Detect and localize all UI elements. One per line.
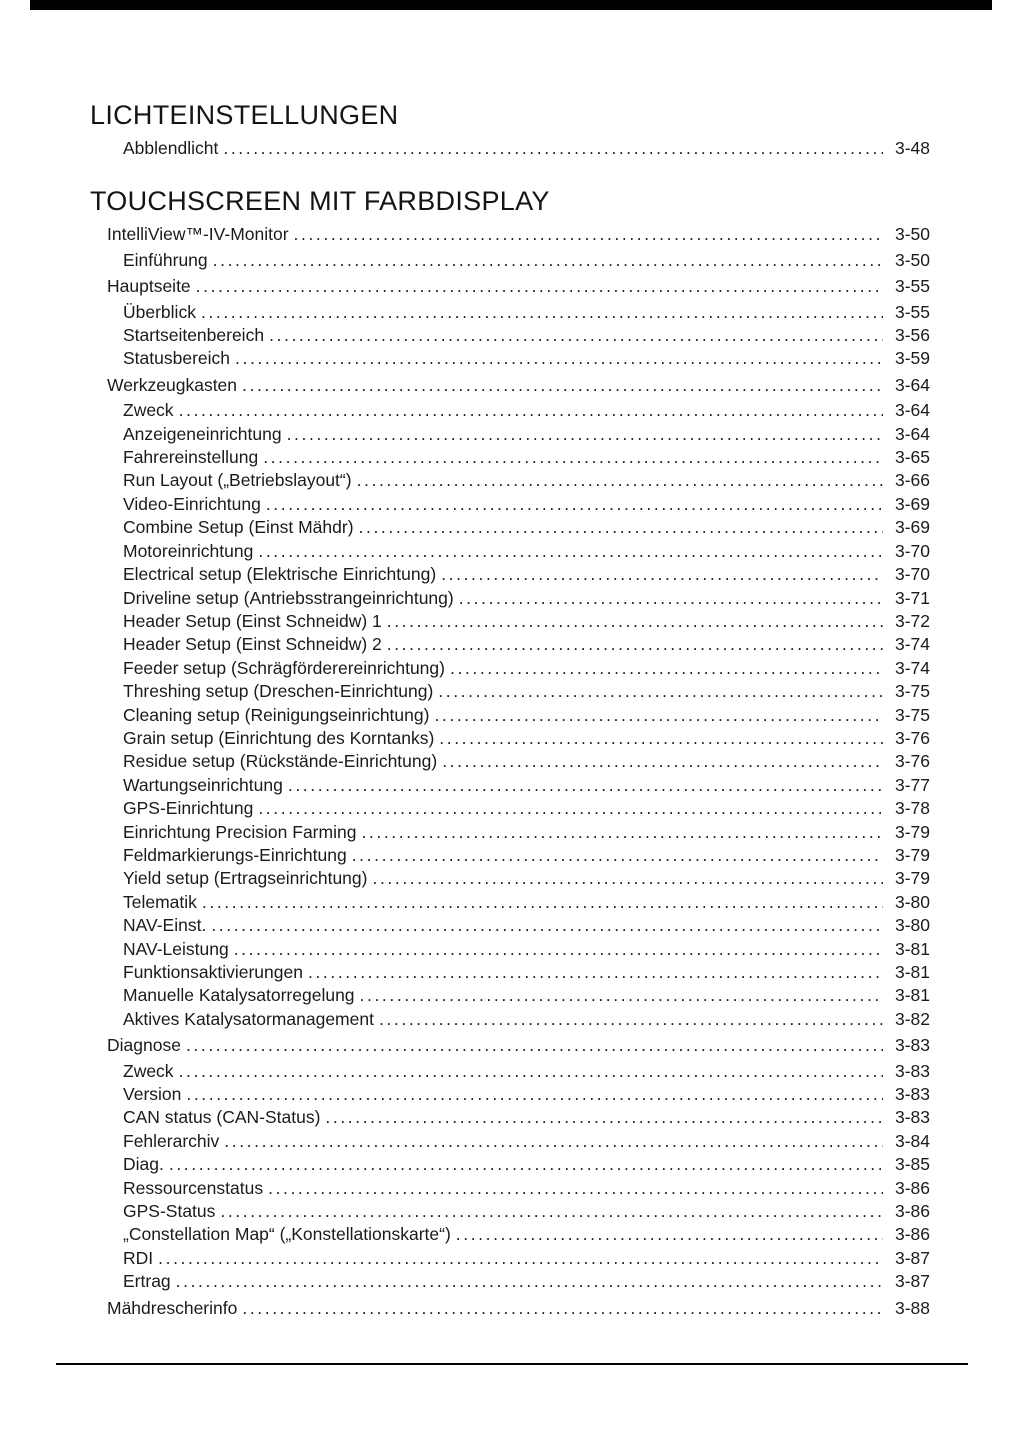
toc-entry-title: Diag. <box>123 1154 164 1175</box>
dot-leader <box>201 301 883 324</box>
dot-leader <box>352 844 883 867</box>
dot-leader <box>223 137 883 160</box>
toc-entry-page: 3-76 <box>894 727 930 748</box>
toc-entry-title: NAV-Leistung <box>123 938 229 959</box>
toc-entry[interactable] <box>90 374 930 397</box>
toc-entry-title: Video-Einrichtung <box>123 493 261 514</box>
toc-entry-page: 3-69 <box>894 493 930 514</box>
dot-leader <box>441 563 883 586</box>
toc-entry-title: Diagnose <box>107 1035 181 1056</box>
toc-entry-page: 3-48 <box>894 138 930 158</box>
toc-entry[interactable] <box>90 961 930 984</box>
toc-entry[interactable] <box>90 275 930 298</box>
toc-entry[interactable] <box>90 1223 930 1246</box>
dot-leader <box>220 1200 883 1223</box>
toc-entry-title: Ressourcenstatus <box>123 1177 264 1198</box>
toc-entry[interactable] <box>90 727 930 750</box>
toc-entry-title: CAN status (CAN-Status) <box>123 1107 321 1128</box>
toc-entry-title: Hauptseite <box>107 276 191 297</box>
toc-entry[interactable] <box>90 1200 930 1223</box>
toc-entry-title: Telematik <box>123 891 197 912</box>
dot-leader <box>459 587 883 610</box>
toc-entry-title: NAV-Einst. <box>123 915 207 936</box>
toc-entry-title: Wartungseinrichtung <box>123 774 283 795</box>
dot-leader <box>211 914 883 937</box>
dot-leader <box>268 1177 883 1200</box>
toc-entry[interactable] <box>90 399 930 422</box>
toc-entry-page: 3-80 <box>894 915 930 936</box>
dot-leader <box>258 797 883 820</box>
dot-leader <box>213 249 883 272</box>
toc-entry-page: 3-81 <box>894 938 930 959</box>
toc-entry-title: Combine Setup (Einst Mähdr) <box>123 517 354 538</box>
toc-entry-page: 3-70 <box>894 540 930 561</box>
toc-entry[interactable] <box>90 1008 930 1031</box>
toc-entry-page: 3-64 <box>894 374 930 395</box>
toc-entry-page: 3-81 <box>894 962 930 982</box>
toc-entry[interactable] <box>90 469 930 492</box>
dot-leader <box>442 750 883 773</box>
toc-entry-title: Feeder setup (Schrägförderereinrichtung) <box>123 657 445 678</box>
toc-entry-title: Feldmarkierungs-Einrichtung <box>123 844 347 865</box>
bottom-rule <box>56 1363 968 1365</box>
toc-entry-page: 3-66 <box>894 470 930 491</box>
toc-entry-title: Aktives Katalysatormanagement <box>123 1008 374 1029</box>
dot-leader <box>361 821 883 844</box>
toc-entry-page: 3-69 <box>894 517 930 538</box>
toc-entry[interactable] <box>90 891 930 914</box>
toc-section <box>90 100 930 160</box>
toc-entry[interactable] <box>90 301 930 324</box>
dot-leader <box>202 891 883 914</box>
toc-entry-page: 3-83 <box>894 1084 930 1105</box>
toc-entry[interactable] <box>90 633 930 656</box>
dot-leader <box>266 493 883 516</box>
toc-entry[interactable] <box>90 223 930 246</box>
toc-entry[interactable] <box>90 914 930 937</box>
toc-entry-title: Header Setup (Einst Schneidw) 2 <box>123 634 382 655</box>
toc-section <box>90 186 930 1320</box>
dot-leader <box>179 1060 883 1083</box>
toc-entry-page: 3-79 <box>894 844 930 865</box>
toc-entry-title: Version <box>123 1084 182 1105</box>
toc-entry[interactable] <box>90 774 930 797</box>
dot-leader <box>234 938 883 961</box>
toc-entry[interactable] <box>90 1106 930 1129</box>
toc-entry-title: Startseitenbereich <box>123 325 265 346</box>
toc-entry-title: Manuelle Katalysatorregelung <box>123 985 355 1006</box>
toc-entry-page: 3-86 <box>894 1177 930 1198</box>
toc-entry-page: 3-79 <box>894 868 930 889</box>
toc-entry[interactable] <box>90 1060 930 1083</box>
toc-entry-page: 3-55 <box>894 276 930 297</box>
toc-entry-page: 3-74 <box>894 657 930 678</box>
toc-entry[interactable] <box>90 844 930 867</box>
toc-entry-page: 3-86 <box>894 1201 930 1222</box>
toc-entry[interactable] <box>90 797 930 820</box>
toc-entry-page: 3-83 <box>894 1107 930 1128</box>
toc-entry-title: Fahrereinstellung <box>123 447 259 468</box>
toc-entry-page: 3-88 <box>894 1297 930 1318</box>
toc-entry[interactable] <box>90 1177 930 1200</box>
toc-entry[interactable] <box>90 423 930 446</box>
toc-entry-title: Funktionsaktivierungen <box>123 962 303 982</box>
dot-leader <box>434 704 883 727</box>
toc-entry-title: Grain setup (Einrichtung des Korntanks) <box>123 727 435 748</box>
dot-leader <box>456 1223 883 1246</box>
toc-entry-page: 3-77 <box>894 774 930 795</box>
toc-entry[interactable] <box>90 516 930 539</box>
toc-entry-page: 3-64 <box>894 400 930 421</box>
section-heading: LICHTEINSTELLUNGEN <box>90 100 399 130</box>
dot-leader <box>439 727 883 750</box>
toc-entry-page: 3-87 <box>894 1247 930 1268</box>
toc-entry[interactable] <box>90 657 930 680</box>
toc-entry[interactable] <box>90 540 930 563</box>
dot-leader <box>308 961 883 984</box>
toc-entry-page: 3-83 <box>894 1060 930 1081</box>
toc-entry-title: Yield setup (Ertragseinrichtung) <box>123 868 368 889</box>
dot-leader <box>263 446 883 469</box>
toc-entry[interactable] <box>90 680 930 703</box>
toc-entry-page: 3-50 <box>894 249 930 270</box>
dot-leader <box>179 399 883 422</box>
toc-entry-title: Cleaning setup (Reinigungseinrichtung) <box>123 704 430 725</box>
toc-entry[interactable] <box>90 938 930 961</box>
toc-entry-title: Statusbereich <box>123 348 231 369</box>
toc-entry[interactable] <box>90 587 930 610</box>
toc-entry-title: RDI <box>123 1247 154 1268</box>
dot-leader <box>176 1270 883 1293</box>
dot-leader <box>450 657 883 680</box>
toc-entry-title: Werkzeugkasten <box>107 374 238 395</box>
toc-entry-page: 3-79 <box>894 821 930 842</box>
dot-leader <box>235 347 883 370</box>
dot-leader <box>224 1130 883 1153</box>
toc-entry-title: Driveline setup (Antriebsstrangeinrichtung) <box>123 587 454 608</box>
toc-entry-title: Fehlerarchiv <box>123 1130 220 1151</box>
toc-entry-page: 3-64 <box>894 423 930 444</box>
toc-entry-title: Einrichtung Precision Farming <box>123 821 357 842</box>
toc-entry-page: 3-78 <box>894 798 930 819</box>
dot-leader <box>242 1297 883 1320</box>
toc-entry-page: 3-70 <box>894 564 930 585</box>
toc-entry[interactable] <box>90 704 930 727</box>
toc-entry-title: „Constellation Map“ („Konstellationskarte“) <box>123 1224 451 1245</box>
dot-leader <box>158 1247 883 1270</box>
toc-entry-page: 3-65 <box>894 447 930 468</box>
toc-entry-page: 3-80 <box>894 891 930 912</box>
toc-entry[interactable] <box>90 493 930 516</box>
toc-entry-page: 3-81 <box>894 985 930 1006</box>
toc-entry-page: 3-71 <box>894 587 930 608</box>
toc-entry-title: GPS-Einrichtung <box>123 798 254 819</box>
toc-entry-page: 3-56 <box>894 325 930 346</box>
toc-entry-page: 3-50 <box>894 224 930 245</box>
dot-leader <box>169 1153 883 1176</box>
toc-entry[interactable] <box>90 137 930 160</box>
dot-leader <box>186 1083 883 1106</box>
toc-entry-title: Motoreinrichtung <box>123 540 254 561</box>
toc-entry-page: 3-75 <box>894 681 930 702</box>
toc-entry-title: Run Layout („Betriebslayout“) <box>123 470 352 491</box>
toc-entry[interactable] <box>90 1297 930 1320</box>
toc-entry[interactable] <box>90 446 930 469</box>
dot-leader <box>196 275 883 298</box>
toc-entry-page: 3-74 <box>894 634 930 655</box>
toc-entry[interactable] <box>90 984 930 1007</box>
toc-entry-title: Zweck <box>123 400 174 421</box>
toc-entry[interactable] <box>90 1153 930 1176</box>
toc-entry-page: 3-84 <box>894 1130 930 1151</box>
toc-entry[interactable] <box>90 1034 930 1057</box>
toc-entry-page: 3-87 <box>894 1271 930 1292</box>
dot-leader <box>258 540 883 563</box>
toc-entry-page: 3-59 <box>894 348 930 369</box>
toc-entry[interactable] <box>90 1083 930 1106</box>
toc-entry-title: Residue setup (Rückstände-Einrichtung) <box>123 751 438 772</box>
toc-entry-title: Header Setup (Einst Schneidw) 1 <box>123 610 382 631</box>
toc-entry-title: Mähdrescherinfo <box>107 1297 238 1318</box>
dot-leader <box>287 423 883 446</box>
toc-entry-page: 3-85 <box>894 1154 930 1175</box>
toc-entry[interactable] <box>90 1270 930 1293</box>
toc-entry[interactable] <box>90 610 930 633</box>
dot-leader <box>269 324 883 347</box>
toc-entry-page: 3-72 <box>894 610 930 631</box>
toc-entry[interactable] <box>90 563 930 586</box>
toc-entry[interactable] <box>90 347 930 370</box>
toc-entry[interactable] <box>90 1130 930 1153</box>
dot-leader <box>360 984 883 1007</box>
toc-entry-page: 3-83 <box>894 1035 930 1056</box>
toc-entry-title: GPS-Status <box>123 1201 216 1222</box>
dot-leader <box>325 1106 883 1129</box>
toc-entry-title: Ertrag <box>123 1271 171 1292</box>
toc-entry-page: 3-86 <box>894 1224 930 1245</box>
toc-entry-title: Zweck <box>123 1060 174 1081</box>
toc-entry[interactable] <box>90 1247 930 1270</box>
toc-entry[interactable] <box>90 324 930 347</box>
toc-entry-title: IntelliView™-IV-Monitor <box>107 224 289 245</box>
dot-leader <box>294 223 883 246</box>
toc-entry-page: 3-82 <box>894 1008 930 1029</box>
toc-entry-page: 3-55 <box>894 301 930 322</box>
toc-entry[interactable] <box>90 821 930 844</box>
dot-leader <box>359 516 883 539</box>
toc-entry[interactable] <box>90 867 930 890</box>
dot-leader <box>357 469 883 492</box>
dot-leader <box>387 633 883 656</box>
dot-leader <box>372 867 883 890</box>
toc-entry-page: 3-75 <box>894 704 930 725</box>
toc-entry[interactable] <box>90 249 930 272</box>
toc-entry-title: Electrical setup (Elektrische Einrichtung) <box>123 564 437 585</box>
table-of-contents <box>90 100 930 1346</box>
dot-leader <box>186 1034 883 1057</box>
toc-entry-title: Anzeigeneinrichtung <box>123 423 282 444</box>
top-rule <box>30 0 992 10</box>
dot-leader <box>288 774 883 797</box>
dot-leader <box>242 374 883 397</box>
section-heading: TOUCHSCREEN MIT FARBDISPLAY <box>90 186 550 217</box>
toc-entry-title: Überblick <box>123 301 196 322</box>
dot-leader <box>379 1008 883 1031</box>
toc-entry-page: 3-76 <box>894 751 930 772</box>
toc-entry-title: Abblendlicht <box>123 138 219 158</box>
dot-leader <box>438 680 883 703</box>
toc-entry-title: Einführung <box>123 249 208 270</box>
toc-entry-title: Threshing setup (Dreschen-Einrichtung) <box>123 681 434 702</box>
toc-entry[interactable] <box>90 750 930 773</box>
dot-leader <box>387 610 883 633</box>
